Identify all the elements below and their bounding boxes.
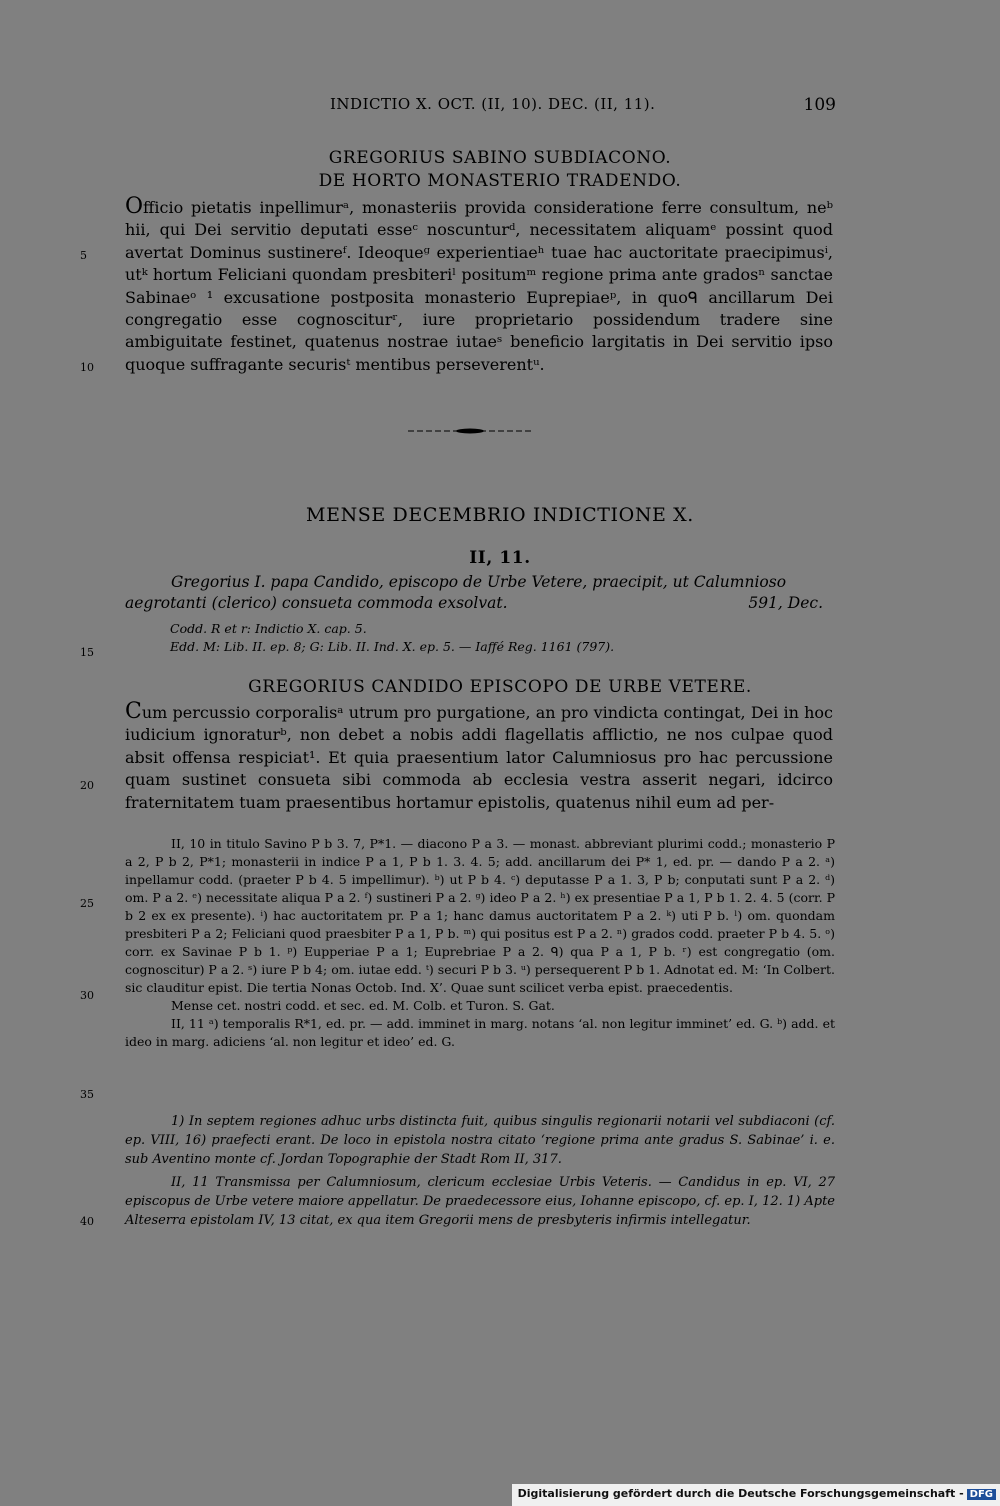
- footnote-paragraph: II, 11 Transmissa per Calumniosum, clericum ecclesiae Urbis Veteris. — Candidus in ep. VI, 27 episcopus de Urbe vetere maiore appellatur. De praedecessore eius, Iohanne episcopo, cf. ep. I, 12. 1) Apte Alteserra epistolam IV, 13 citat, ex qua item Gregorii mens de presbyteris infirmis intellegatur.: [125, 1175, 835, 1228]
- letter1-heading-line1: GREGORIUS SABINO SUBDIACONO.: [328, 148, 672, 168]
- line-number: 40: [80, 1215, 94, 1228]
- letter2-summary: [125, 572, 833, 614]
- letter2-body: [125, 701, 833, 814]
- section-title: MENSE DECEMBRIO INDICTIONE X.: [306, 504, 694, 526]
- line-number: 20: [80, 779, 94, 792]
- line-number: 35: [80, 1088, 94, 1101]
- line-number: 10: [80, 361, 94, 374]
- line-number: 30: [80, 989, 94, 1002]
- editions-line: Edd. M: Lib. II. ep. 8; G: Lib. II. Ind. X. ep. 5. — Iaffé Reg. 1161 (797).: [170, 639, 615, 654]
- apparatus-paragraph: II, 11 ᵃ) temporalis R*1, ed. pr. — add. imminet in marg. notans ‘al. non legitur imminet’ ed. G. ᵇ) add. et ideo in marg. adiciens ‘al. non legitur et ideo’ ed. G.: [125, 1016, 835, 1049]
- footnote-paragraph: 1) In septem regiones adhuc urbs distincta fuit, quibus singulis regionarii notarii vel subdiaconi (cf. ep. VIII, 16) praefecti erant. De loco in epistola nostra citato ‘regione prima ante gradus S. Sabinae’ i. e. sub Aventino monte cf. Jordan Topographie der Stadt Rom II, 317.: [125, 1114, 835, 1167]
- footnotes: [125, 1112, 835, 1230]
- apparatus-paragraph: Mense cet. nostri codd. et sec. ed. M. Colb. et Turon. S. Gat.: [171, 998, 555, 1013]
- running-header: [0, 95, 1000, 119]
- apparatus-paragraph: II, 10 in titulo Savino P b 3. 7, P*1. — diacono P a 3. — monast. abbreviant plurimi codd.; monasterio P a 2, P b 2, P*1; monasterii in indice P a 1, P b 1. 3. 4. 5; add. ancillarum dei P* 1, ed. pr. — dando P a 2. ᵃ) inpellamur codd. (praeter P b 4. 5 impellimur). ᵇ) ut P b 4. ᶜ) deputasse P a 1. 3, P b; conputati sunt P a 2. ᵈ) om. P a 2. ᵉ) necessitate aliqua P a 2. ᶠ) sustineri P a 2. ᵍ) ideo P a 2. ʰ) ex presentiae P a 1, P b 1. 2. 4. 5 (corr. P b 2 ex ex presente). ⁱ) hac auctoritatem pr. P a 1; hanc damus auctoritatem P a 2. ᵏ) uti P b. ˡ) om. quondam presbiteri P a 2; Feliciani quod praesbiter P a 1, P b. ᵐ) qui positus est P a 2. ⁿ) grados codd. praeter P b 4. 5. ᵒ) corr. ex Savinae P b 1. ᵖ) Eupperiae P a 1; Euprebriae P a 2. ᑫ) qua P a 1, P b. ʳ) est congregatio (om. cognoscitur) P a 2. ˢ) iure P b 4; om. iutae edd. ᵗ) securi P b 3. ᵘ) persequerent P b 1. Adnotat ed. M: ‘In Colbert. sic clauditur epist. Die tertia Nonas Octob. Ind. X’. Quae sunt scilicet verba epist. praecedentis.: [125, 836, 835, 995]
- summary-date: 591, Dec.: [748, 594, 823, 612]
- line-number: 25: [80, 897, 94, 910]
- letter2-text: um percussio corporalisᵃ utrum pro purgatione, an pro vindicta contingat, Dei in hoc iudicium ignoraturᵇ, non debet a nobis addi flagellatis afflictio, ne nos culpae quod absit offensa respiciat¹. Et quia praesentium lator Calumniosus pro hac percussione quam sustinet consueta sibi commoda ab ecclesia vestra asserit negari, idcirco fraternitatem tuam praesentibus hortamur epistolis, quatenus nihil eum ad per-: [125, 703, 833, 812]
- ornament-divider: [408, 426, 532, 436]
- critical-apparatus: [125, 835, 835, 1051]
- letter2-heading: GREGORIUS CANDIDO EPISCOPO DE URBE VETERE.: [248, 677, 752, 697]
- line-number: 15: [80, 646, 94, 659]
- dfg-logo: DFG: [967, 1489, 996, 1500]
- summary-text: Gregorius I. papa Candido, episcopo de Urbe Vetere, praecipit, ut Calumnioso aegrotanti (clerico) consueta commoda exsolvat.: [125, 573, 787, 612]
- letter1-heading-line2: DE HORTO MONASTERIO TRADENDO.: [318, 171, 682, 191]
- letter-number: II, 11.: [469, 548, 531, 568]
- line-number: 5: [80, 249, 87, 262]
- letter1-initial: O: [125, 194, 144, 219]
- codices-line: Codd. R et r: Indictio X. cap. 5.: [170, 621, 367, 636]
- footer-text: Digitalisierung gefördert durch die Deutsche Forschungsgemeinschaft -: [517, 1487, 964, 1500]
- digitization-footer: [512, 1484, 1000, 1506]
- page-number: 109: [803, 95, 836, 115]
- letter1-text: fficio pietatis inpellimurᵃ, monasteriis provida consideratione ferre consultum, neᵇ hii, qui Dei servitio deputati esseᶜ noscunturᵈ, necessitatem aliquamᵉ possint quod avertat Dominus sustinereᶠ. Ideoqueᵍ experientiaeʰ tuae hac auctoritate praecipimusⁱ, utᵏ hortum Feliciani quondam presbiteriˡ positumᵐ regione prima ante gradosⁿ sanctae Sabinaeᵒ ¹ excusatione postposita monasterio Euprepiaeᵖ, in quoᑫ ancillarum Dei congregatio esse cognosciturʳ, iure proprietario possidendum tradere sine ambiguitate festinet, quatenus nostrae iutaeˢ beneficio largitatis in Dei servitio ipso quoque suffragante securisᵗ mentibus perseverentᵘ.: [125, 198, 833, 374]
- letter1-body: [125, 196, 833, 376]
- running-title: INDICTIO X. OCT. (II, 10). DEC. (II, 11).: [330, 95, 656, 113]
- letter2-initial: C: [125, 699, 142, 724]
